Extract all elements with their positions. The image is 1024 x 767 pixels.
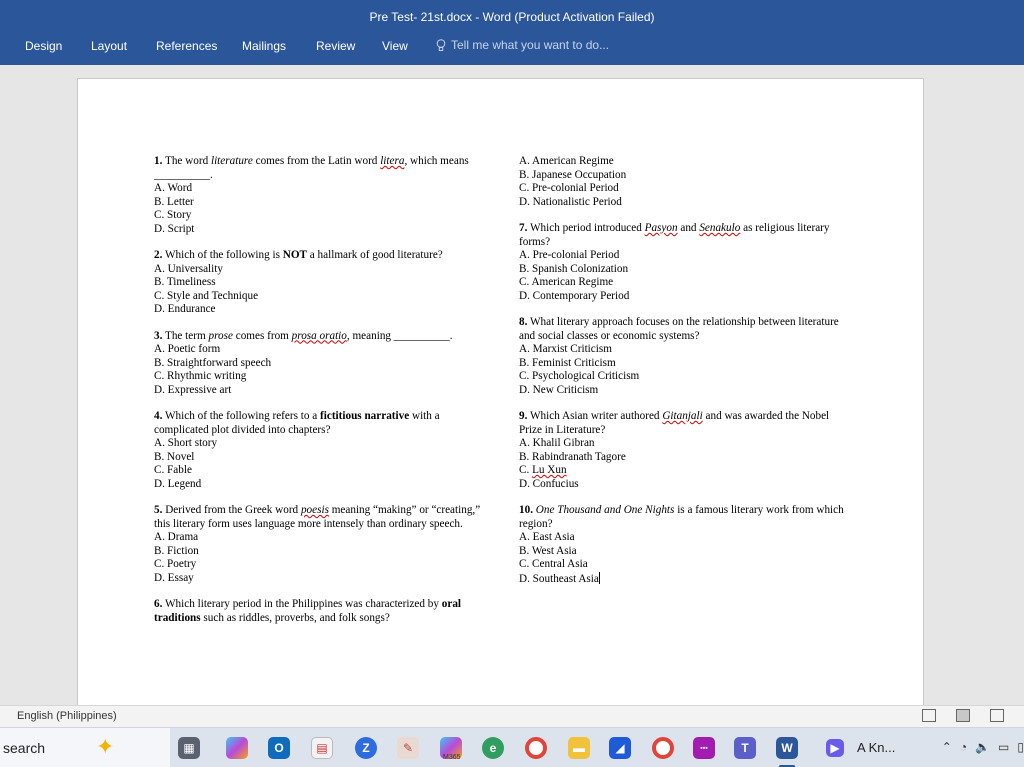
q1-text-2: comes from the Latin word [252, 155, 381, 167]
word-icon[interactable]: W [776, 737, 798, 759]
read-mode-icon[interactable] [922, 709, 936, 722]
left-column [154, 155, 484, 638]
tell-me-box[interactable] [436, 38, 609, 52]
q7-term-pasyon: Pasyon [644, 222, 678, 234]
q9-number: 9. [519, 410, 528, 422]
q9-option-a: A. Khalil Gibran [519, 437, 595, 449]
window-title: Pre Test- 21st.docx - Word (Product Activation Failed) [369, 10, 655, 24]
tab-references[interactable]: References [156, 39, 218, 53]
q1-latin-word: litera [380, 155, 405, 167]
q6-option-a: A. American Regime [519, 155, 614, 167]
q6-emphasis: oral traditions [154, 598, 462, 624]
m365-label: M365 [443, 754, 461, 761]
video-app-icon[interactable]: ◢ [609, 737, 631, 759]
edge-icon[interactable]: e [482, 737, 504, 759]
q6-option-b: B. Japanese Occupation [519, 168, 627, 181]
teams-icon[interactable]: T [734, 737, 756, 759]
q10-option-d-line [519, 572, 849, 587]
q8-option-b: B. Feminist Criticism [519, 356, 616, 369]
q5-option-a: A. Drama [154, 531, 199, 543]
q4-option-d: D. Legend [154, 477, 202, 490]
q1-option-c: C. Story [154, 209, 192, 221]
title-bar [0, 0, 1024, 36]
task-view-icon[interactable]: ▦ [178, 737, 200, 759]
q4-emphasis: fictitious narrative [320, 410, 410, 422]
q10-text: is a famous literary work from which region? [519, 504, 844, 530]
q9-option-c-name: Lu Xun [532, 464, 567, 476]
question-8 [519, 316, 849, 397]
media-player-icon[interactable]: ▶ [826, 739, 844, 757]
q7-text-2: and [677, 222, 700, 234]
q1-text-3: , which means __________. [154, 155, 469, 181]
q3-latin-phrase: prosa oratio [291, 329, 347, 342]
q2-number: 2. [154, 249, 163, 261]
q7-option-a: A. Pre-colonial Period [519, 249, 620, 261]
q3-option-a: A. Poetic form [154, 343, 221, 355]
copilot-icon[interactable] [226, 737, 248, 759]
q2-option-c: C. Style and Technique [154, 289, 259, 302]
q7-option-c: C. American Regime [519, 276, 614, 288]
q7-number: 7. [519, 222, 528, 234]
q8-number: 8. [519, 316, 528, 328]
chevron-up-icon[interactable]: ⌃ [941, 740, 952, 754]
question-7 [519, 222, 849, 303]
q10-number: 10. [519, 504, 533, 516]
q7-option-d: D. Contemporary Period [519, 289, 630, 302]
question-4 [154, 410, 484, 491]
battery-icon[interactable]: ▭ [998, 740, 1010, 754]
tab-design[interactable]: Design [25, 39, 63, 53]
q3-text-2: comes from [232, 329, 292, 342]
question-6-options [519, 155, 849, 209]
sparkle-icon: ✦ [96, 734, 115, 759]
q8-text: What literary approach focuses on the relationship between literature and social classes or economic systems? [519, 316, 839, 342]
q9-option-c-letter: C. [519, 464, 533, 476]
q1-text: The word [162, 155, 211, 167]
view-buttons [922, 709, 1004, 722]
search-label: search [3, 740, 46, 756]
document-canvas [0, 65, 1024, 705]
q3-option-b: B. Straightforward speech [154, 356, 272, 369]
app-purple-icon[interactable]: ▪▪▪ [693, 737, 715, 759]
chrome-icon[interactable] [525, 737, 547, 759]
status-bar [0, 705, 1024, 727]
question-10 [519, 504, 849, 586]
q6-text-2: such as riddles, proverbs, and folk songs? [200, 611, 390, 624]
notification-icon[interactable]: ▯ [1017, 740, 1024, 754]
system-tray [942, 740, 1024, 754]
q5-option-b: B. Fiction [154, 544, 199, 557]
q6-option-c: C. Pre-colonial Period [519, 182, 619, 194]
question-3 [154, 330, 484, 398]
question-6 [154, 598, 484, 625]
chrome-profile-icon[interactable] [652, 737, 674, 759]
q3-option-d: D. Expressive art [154, 383, 232, 396]
question-9 [519, 410, 849, 491]
q10-option-a: A. East Asia [519, 531, 575, 543]
q5-number: 5. [154, 504, 163, 516]
q1-option-d: D. Script [154, 222, 195, 235]
q2-text-2: a hallmark of good literature? [307, 249, 443, 261]
q10-option-c: C. Central Asia [519, 558, 588, 570]
q5-greek-word: poesis [300, 504, 329, 516]
q4-option-c: C. Fable [154, 464, 192, 476]
q9-text-2: and was awarded the Nobel Prize in Literature? [519, 410, 830, 436]
q5-text: Derived from the Greek word [162, 504, 301, 516]
q4-text: Which of the following refers to a [162, 410, 321, 422]
q6-number: 6. [154, 598, 163, 610]
taskbar-search[interactable] [0, 728, 170, 767]
language-indicator[interactable]: English (Philippines) [17, 710, 117, 722]
tell-me-placeholder: Tell me what you want to do... [451, 38, 610, 52]
q5-option-c: C. Poetry [154, 558, 197, 570]
q4-text-2: with a complicated plot divided into chapters? [154, 410, 440, 436]
volume-mute-icon[interactable]: 🔈 [975, 740, 991, 754]
q3-text: The term [162, 329, 209, 342]
q5-option-d: D. Essay [154, 571, 194, 584]
outlook-icon[interactable]: O [268, 737, 290, 759]
tab-view[interactable]: View [382, 39, 408, 53]
lightbulb-icon [436, 39, 446, 52]
q1-option-a: A. Word [154, 182, 193, 194]
q6-option-d: D. Nationalistic Period [519, 195, 622, 208]
question-5 [154, 504, 484, 585]
paint-icon[interactable]: ✎ [397, 737, 419, 759]
q9-option-c [519, 464, 849, 478]
q2-text: Which of the following is [162, 249, 283, 261]
print-layout-icon[interactable] [956, 709, 970, 722]
q3-number: 3. [154, 329, 163, 342]
q7-text: Which period introduced [527, 222, 645, 234]
taskbar [0, 727, 1024, 767]
tab-mailings[interactable]: Mailings [242, 39, 287, 53]
q9-title: Gitanjali [662, 410, 703, 422]
web-layout-icon[interactable] [990, 709, 1004, 722]
q9-option-b: B. Rabindranath Tagore [519, 450, 626, 463]
ribbon-tabs [0, 36, 1024, 65]
q9-option-d: D. Confucius [519, 477, 579, 490]
q8-option-a: A. Marxist Criticism [519, 343, 612, 355]
q7-text-3: as religious literary forms? [519, 222, 830, 248]
question-2 [154, 249, 484, 317]
active-window-label[interactable]: A Kn... [857, 740, 896, 755]
q4-option-a: A. Short story [154, 437, 218, 449]
q2-option-a: A. Universality [154, 262, 223, 275]
q2-emphasis: NOT [282, 249, 307, 261]
q7-option-b: B. Spanish Colonization [519, 262, 629, 275]
file-explorer-icon[interactable]: ▬ [568, 737, 590, 759]
q9-text: Which Asian writer authored [527, 410, 663, 422]
q8-option-d: D. New Criticism [519, 383, 599, 396]
q1-term: literature [210, 155, 253, 167]
tab-layout[interactable]: Layout [91, 39, 128, 53]
q3-text-3: , meaning __________. [346, 329, 453, 342]
store-icon[interactable]: ▤ [311, 737, 333, 759]
q4-option-b: B. Novel [154, 450, 195, 463]
q1-number: 1. [154, 155, 163, 167]
right-column [519, 155, 849, 599]
q10-title: One Thousand and One Nights [535, 504, 675, 516]
q10-option-b: B. West Asia [519, 544, 577, 557]
q4-number: 4. [154, 410, 163, 422]
q5-text-2: meaning “making” or “creating,” this literary form uses language more intensely than ordinary speech. [154, 504, 481, 530]
q1-option-b: B. Letter [154, 195, 194, 208]
q2-option-b: B. Timeliness [154, 276, 216, 288]
document-page[interactable] [77, 78, 924, 718]
q7-term-senakulo: Senakulo [699, 222, 741, 234]
question-1 [154, 155, 484, 236]
zoom-icon[interactable]: Z [355, 737, 377, 759]
q8-option-c: C. Psychological Criticism [519, 370, 640, 382]
wifi-icon[interactable]: ◔ [959, 740, 968, 754]
q2-option-d: D. Endurance [154, 303, 216, 315]
tab-review[interactable]: Review [316, 39, 356, 53]
q10-option-d: D. Southeast Asia [519, 572, 599, 585]
text-cursor [599, 572, 600, 584]
q6-text: Which literary period in the Philippines was characterized by [162, 598, 442, 610]
q3-term: prose [208, 329, 233, 342]
q3-option-c: C. Rhythmic writing [154, 370, 247, 382]
